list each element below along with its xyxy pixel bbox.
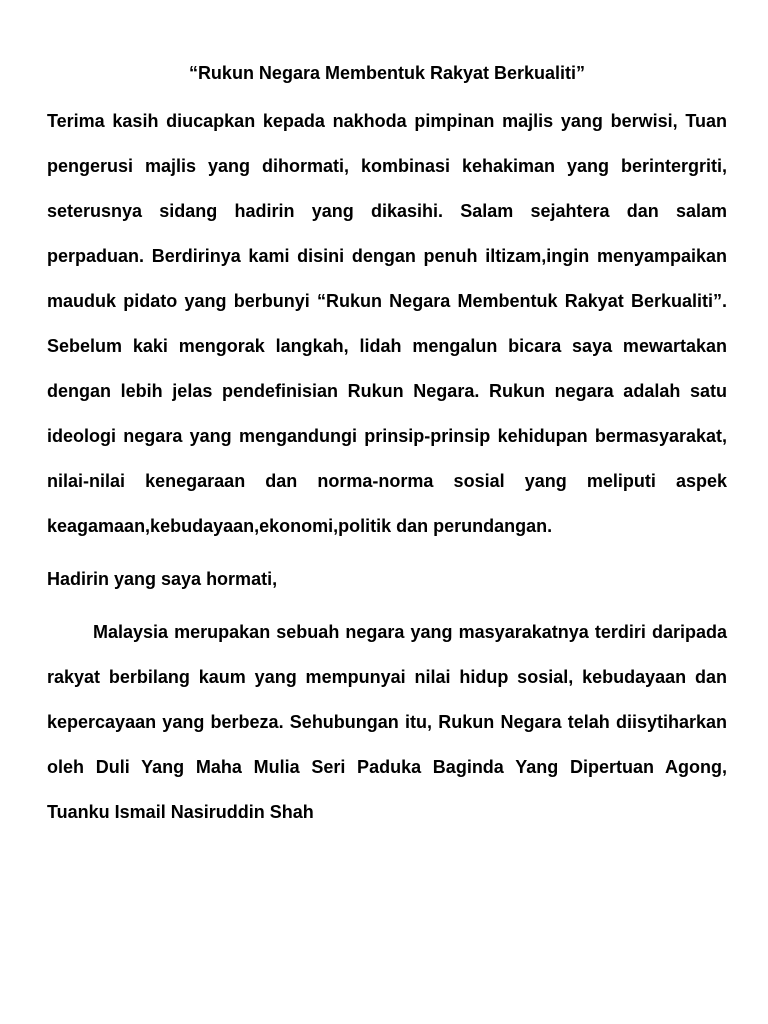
body-paragraph: Malaysia merupakan sebuah negara yang masyarakatnya terdiri daripada rakyat berbilang kaum yang mempunyai nilai hidup sosial, kebudayaan dan kepercayaan yang berbeza. Sehubungan itu, Rukun Negara telah diisytiharkan oleh Duli Yang Maha Mulia Seri Paduka Baginda Yang Dipertuan Agong, Tuanku Ismail Nasiruddin Shah (47, 622, 727, 822)
salutation: Hadirin yang saya hormati, (47, 569, 278, 589)
document-page (47, 0, 727, 835)
opening-paragraph: Terima kasih diucapkan kepada nakhoda pimpinan majlis yang berwisi, Tuan pengerusi majlis yang dihormati, kombinasi kehakiman yang berintergriti, seterusnya sidang hadirin yang dikasihi. Salam sejahtera dan salam perpaduan. Berdirinya kami disini dengan penuh iltizam,ingin menyampaikan mauduk pidato yang berbunyi “Rukun Negara Membentuk Rakyat Berkualiti”. Sebelum kaki mengorak langkah, lidah mengalun bicara saya mewartakan dengan lebih jelas pendefinisian Rukun Negara. Rukun negara adalah satu ideologi negara yang mengandungi prinsip-prinsip kehidupan bermasyarakat, nilai-nilai kenegaraan dan norma-norma sosial yang meliputi aspek keagamaan,kebudayaan,ekonomi,politik dan perundangan. (47, 111, 727, 536)
speech-title: “Rukun Negara Membentuk Rakyat Berkualiti” (188, 63, 586, 83)
